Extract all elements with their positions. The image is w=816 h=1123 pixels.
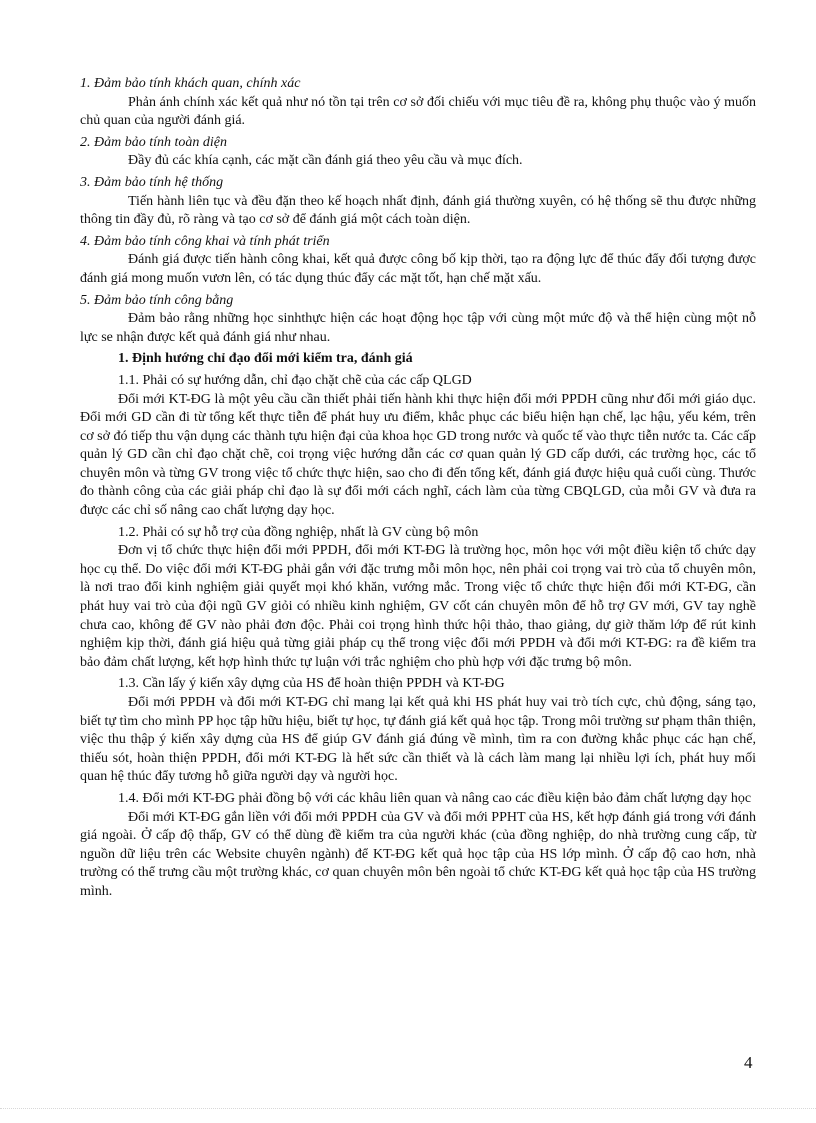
subsection-1-3-heading: 1.3. Cần lấy ý kiến xây dựng của HS để hoàn thiện PPDH và KT-ĐG (118, 676, 505, 692)
page-number: 4 (744, 1053, 753, 1072)
item2-heading: 2. Đảm bảo tính toàn diện (80, 134, 227, 150)
item5-heading: 5. Đảm bảo tính công bằng (80, 292, 234, 308)
subsection-1-4-heading: 1.4. Đổi mới KT-ĐG phải đồng bộ với các khâu liên quan và nâng cao các điều kiện bảo đảm chất lượng dạy học (118, 790, 752, 806)
page-content (80, 75, 756, 902)
subsection-1-1-heading: 1.1. Phải có sự hướng dẫn, chỉ đạo chặt chẽ của các cấp QLGD (118, 372, 472, 388)
item4-paragraph: Đánh giá được tiến hành công khai, kết quả được công bố kịp thời, tạo ra động lực để thúc đẩy đối tượng được đánh giá mong muốn vươn lên, có tác dụng thúc đẩy các mặt tốt, hạn chế mặt xấu. (80, 252, 756, 286)
item3-heading: 3. Đảm bảo tính hệ thống (80, 174, 224, 190)
item2-paragraph: Đầy đủ các khía cạnh, các mặt cần đánh giá theo yêu cầu và mục đích. (128, 153, 523, 169)
subsection-1-1-paragraph: Đổi mới KT-ĐG là một yêu cầu cần thiết phải tiến hành khi thực hiện đổi mới PPDH cũng như đổi mới giáo dục. Đổi mới GD cần đi từ tổng kết thực tiễn để phát huy ưu điểm, khắc phục các biểu hiện hạn chế, lạc hậu, yếu kém, trên cơ sở đó tiếp thu vận dụng các thành tựu hiện đại của khoa học GD trong nước và quốc tế vào thực tiễn nước ta. Các cấp quản lý GD cần chỉ đạo chặt chẽ, coi trọng việc hướng dẫn các cơ quan quản lý GD cấp dưới, các trường học, các tổ chuyên môn và từng GV trong việc tổ chức thực hiện, sao cho đi đến tổng kết, đánh giá được hiệu quả cuối cùng. Thước đo thành công của các giải pháp chỉ đạo là sự đổi mới cách nghĩ, cách làm của từng CBQLGD, của mỗi GV và đưa ra được các chỉ số nâng cao chất lượng dạy học. (80, 391, 756, 519)
section-heading: 1. Định hướng chỉ đạo đổi mới kiểm tra, đánh giá (118, 351, 413, 367)
subsection-1-2-paragraph: Đơn vị tổ chức thực hiện đổi mới PPDH, đổi mới KT-ĐG là trường học, môn học với một điều kiện tổ chức dạy học cụ thể. Do việc đổi mới KT-ĐG phải gắn với đặc trưng mỗi môn học, nên phải coi trọng vai trò của tổ chuyên môn, là nơi trao đổi kinh nghiệm giải quyết mọi khó khăn, vướng mắc. Trong việc tổ chức thực hiện đổi mới KT-ĐG, cần phát huy vai trò của đội ngũ GV giỏi có nhiều kinh nghiệm, GV cốt cán chuyên môn để hỗ trợ GV mới, GV tay nghề chưa cao, không để GV nào phải đơn độc. Phải coi trọng hình thức hội thảo, thao giảng, dự giờ thăm lớp để rút kinh nghiệm kịp thời, đánh giá hiệu quả từng giải pháp cụ thể trong việc đổi mới PPDH và đổi mới KT-ĐG: ra đề kiểm tra bảo đảm chất lượng, kết hợp hình thức tự luận với trắc nghiệm cho phù hợp với đặc trưng bộ môn. (80, 543, 756, 670)
item4-heading: 4. Đảm bảo tính công khai và tính phát triển (80, 233, 330, 249)
item1-paragraph: Phản ánh chính xác kết quả như nó tồn tại trên cơ sở đối chiếu với mục tiêu đề ra, không phụ thuộc vào ý muốn chủ quan của người đánh giá. (80, 94, 756, 129)
item5-paragraph: Đảm bảo rằng những học sinhthực hiện các hoạt động học tập với cùng một mức độ và thể hiện cùng một nỗ lực se nhận được kết quả đánh giá như nhau. (80, 311, 756, 345)
page-bottom-divider (0, 1108, 816, 1109)
subsection-1-2-heading: 1.2. Phải có sự hỗ trợ của đồng nghiệp, nhất là GV cùng bộ môn (118, 524, 479, 540)
item1-heading: 1. Đảm bảo tính khách quan, chính xác (80, 76, 301, 91)
subsection-1-4-paragraph: Đổi mới KT-ĐG gắn liền với đổi mới PPDH của GV và đổi mới PPHT của HS, kết hợp đánh giá trong với đánh giá ngoài. Ở cấp độ thấp, GV có thể dùng đề kiểm tra của người khác (của đồng nghiệp, do nhà trường cung cấp, từ nguồn dữ liệu trên các Website chuyên ngành) để KT-ĐG kết quả học tập của HS lớp mình. Ở cấp độ cao hơn, nhà trường có thể trưng cầu một trường khác, cơ quan chuyên môn bên ngoài tổ chức KT-ĐG kết quả học tập của HS trường mình. (80, 809, 756, 899)
item3-paragraph: Tiến hành liên tục và đều đặn theo kế hoạch nhất định, đánh giá thường xuyên, có hệ thống sẽ thu được những thông tin đầy đủ, rõ ràng và tạo cơ sở để đánh giá một cách toàn diện. (80, 193, 756, 228)
subsection-1-3-paragraph: Đổi mới PPDH và đổi mới KT-ĐG chỉ mang lại kết quả khi HS phát huy vai trò tích cực, chủ động, sáng tạo, biết tự tìm cho mình PP học tập hữu hiệu, biết tự học, tự đánh giá kết quả học tập. Trong môi trường sư phạm thân thiện, việc thu thập ý kiến xây dựng của HS để giúp GV đánh giá đúng về mình, tìm ra con đường khắc phục các hạn chế, thiếu sót, hoàn thiện PPDH, đổi mới KT-ĐG là hết sức cần thiết và là cách làm mang lại nhiều lợi ích, phát huy mối quan hệ thúc đẩy tương hỗ giữa người dạy và người học. (80, 695, 756, 785)
